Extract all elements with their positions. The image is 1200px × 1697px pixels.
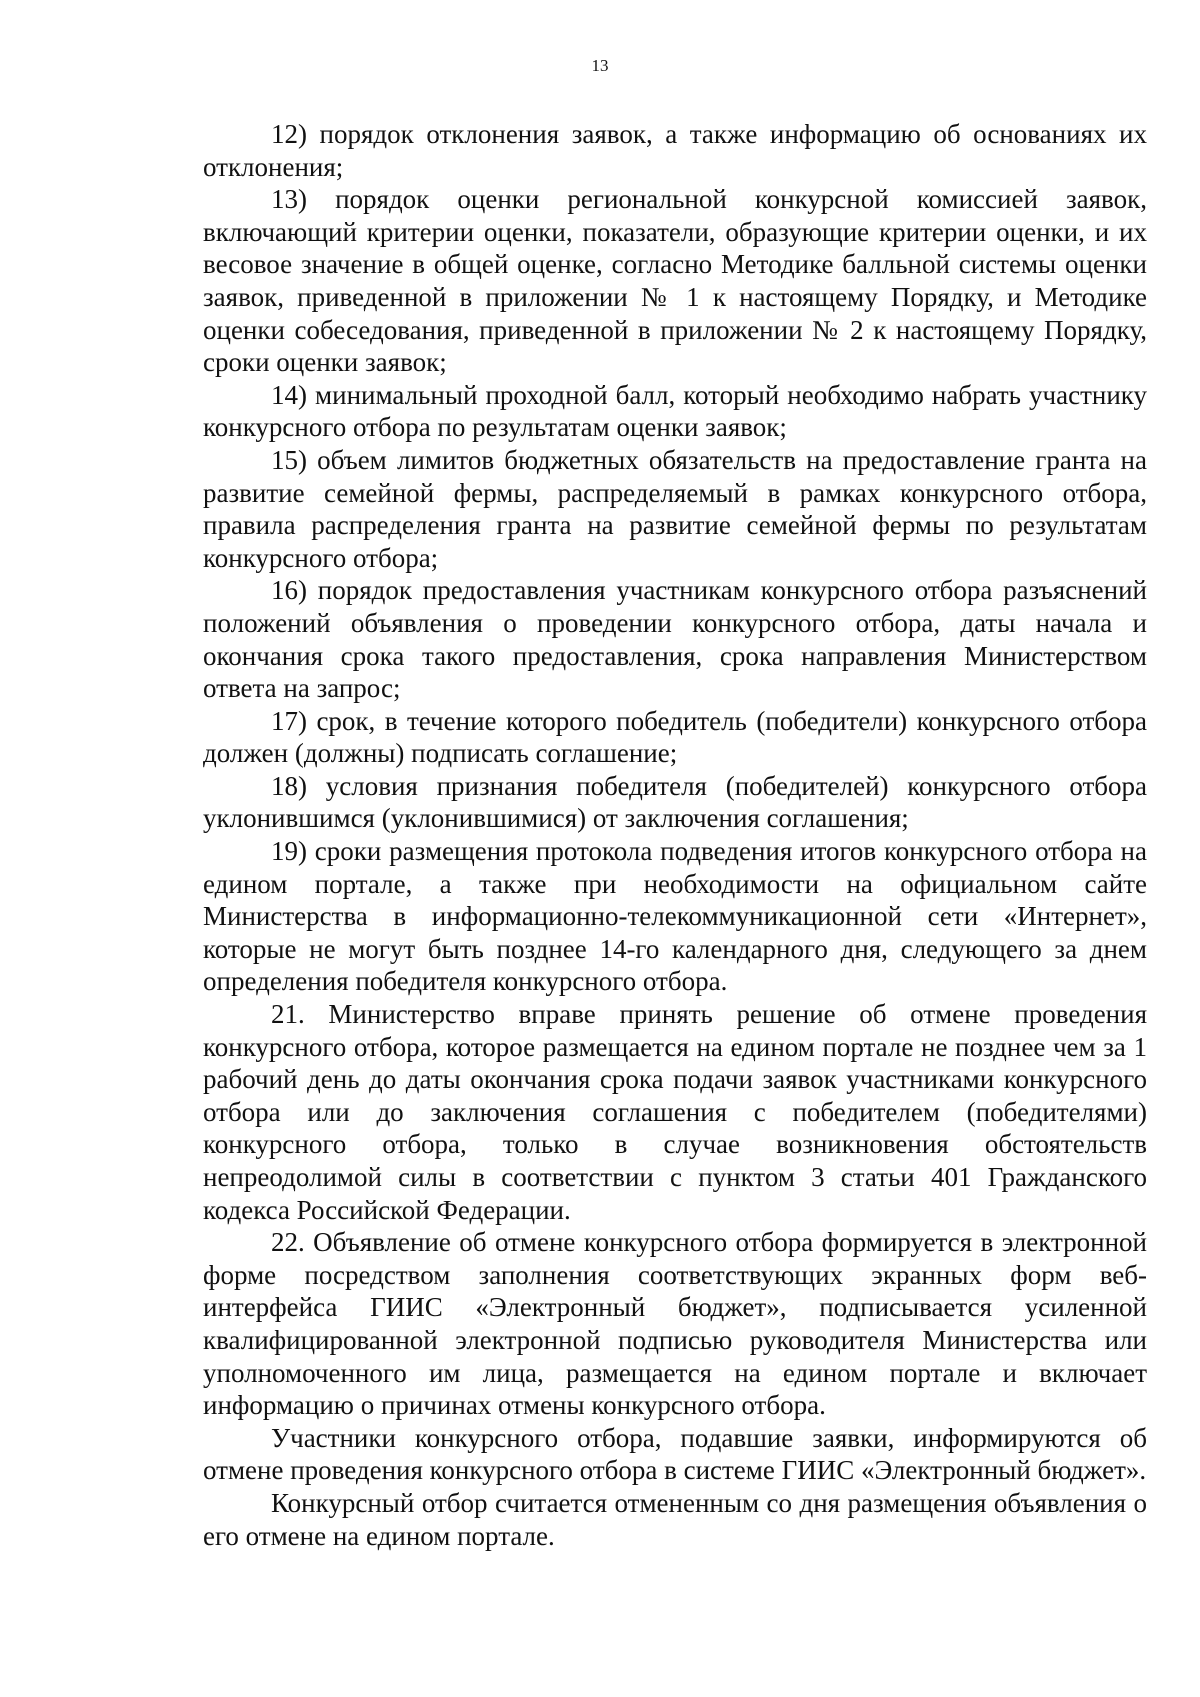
paragraph-item-18: 18) условия признания победителя (победителей) конкурсного отбора уклонившимся (уклонившимися) от заключения соглашения;: [203, 770, 1147, 834]
document-body: [203, 118, 1147, 1552]
paragraph-clause-22: 22. Объявление об отмене конкурсного отбора формируется в электронной форме посредством заполнения соответствующих экранных форм веб-интерфейса ГИИС «Электронный бюджет», подписывается усиленной квалифицированной электронной подписью руководителя Министерства или уполномоченного им лица, размещается на едином портале и включает информацию о причинах отмены конкурсного отбора.: [203, 1227, 1147, 1421]
page-number: 13: [591, 56, 609, 75]
paragraph-item-15: 15) объем лимитов бюджетных обязательств на предоставление гранта на развитие семейной фермы, распределяемый в рамках конкурсного отбора, правила распределения гранта на развитие семейной фермы по результатам конкурсного отбора;: [203, 444, 1147, 573]
paragraph-item-14: 14) минимальный проходной балл, который необходимо набрать участнику конкурсного отбора по результатам оценки заявок;: [203, 379, 1147, 443]
paragraph-item-17: 17) срок, в течение которого победитель (победители) конкурсного отбора должен (должны) подписать соглашение;: [203, 705, 1147, 769]
paragraph-cancellation-effective: Конкурсный отбор считается отмененным со дня размещения объявления о его отмене на едином портале.: [203, 1487, 1147, 1551]
paragraph-item-13: 13) порядок оценки региональной конкурсной комиссией заявок, включающий критерии оценки, показатели, образующие критерии оценки, и их весовое значение в общей оценке, согласно Методике балльной системы оценки заявок, приведенной в приложении № 1 к настоящему Порядку, и Методике оценки собеседования, приведенной в приложении № 2 к настоящему Порядку, сроки оценки заявок;: [203, 184, 1147, 378]
paragraph-item-12: 12) порядок отклонения заявок, а также информацию об основаниях их отклонения;: [203, 119, 1147, 182]
paragraph-clause-21: 21. Министерство вправе принять решение об отмене проведения конкурсного отбора, которое размещается на едином портале не позднее чем за 1 рабочий день до даты окончания срока подачи заявок участниками конкурсного отбора или до заключения соглашения с победителем (победителями) конкурсного отбора, только в случае возникновения обстоятельств непреодолимой силы в соответствии с пунктом 3 статьи 401 Гражданского кодекса Российской Федерации.: [203, 999, 1147, 1225]
paragraph-participants-notice: Участники конкурсного отбора, подавшие заявки, информируются об отмене проведения конкурсного отбора в системе ГИИС «Электронный бюджет».: [203, 1422, 1147, 1486]
paragraph-item-19: 19) сроки размещения протокола подведения итогов конкурсного отбора на едином портале, а также при необходимости на официальном сайте Министерства в информационно-телекоммуникационной сети «Интернет», которые не могут быть позднее 14-го календарного дня, следующего за днем определения победителя конкурсного отбора.: [203, 836, 1147, 997]
paragraph-item-16: 16) порядок предоставления участникам конкурсного отбора разъяснений положений объявления о проведении конкурсного отбора, даты начала и окончания срока такого предоставления, срока направления Министерством ответа на запрос;: [203, 575, 1147, 704]
